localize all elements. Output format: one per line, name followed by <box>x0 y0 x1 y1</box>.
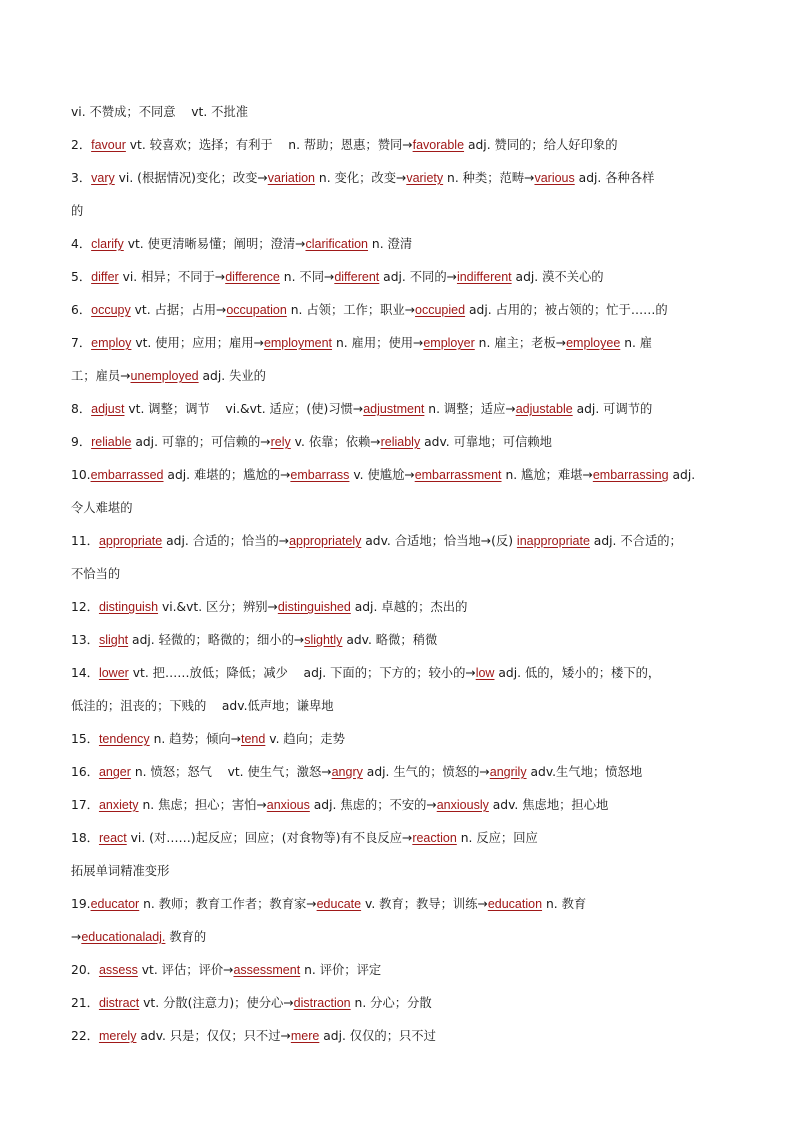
vocab-word: appropriately <box>289 534 362 548</box>
vocab-word: merely <box>98 1029 137 1043</box>
vocab-text: adv. 只是；仅仅；只不过→ <box>136 1029 291 1043</box>
vocab-word: embarrass <box>290 468 350 482</box>
vocab-word: slightly <box>304 633 343 647</box>
vocab-word: anger <box>98 765 131 779</box>
vocab-word: reliably <box>380 435 421 449</box>
vocab-text: vt. 较喜欢；选择；有利于 n. 帮助；恩惠；赞同→ <box>125 138 413 152</box>
vocab-line <box>71 793 731 826</box>
vocab-line <box>71 628 731 661</box>
vocab-line <box>71 430 731 463</box>
vocab-word: adjustment <box>363 402 425 416</box>
vocab-word: vary <box>91 171 115 185</box>
vocab-word: difference <box>225 270 280 284</box>
vocab-word: anxious <box>266 798 310 812</box>
vocab-word: employer <box>423 336 475 350</box>
vocab-text: vt. 调整；调节 vi.&vt. 适应；(使)习惯→ <box>124 402 364 416</box>
vocab-text: adj. 低的，矮小的；楼下的， <box>494 666 661 680</box>
vocab-text: 4． <box>71 237 92 251</box>
vocab-line <box>71 562 731 595</box>
vocab-line <box>71 100 731 133</box>
vocabulary-list <box>71 100 731 1057</box>
vocab-word: anxiously <box>436 798 489 812</box>
vocab-word: distraction <box>293 996 351 1010</box>
vocab-text: 低洼的；沮丧的；下贱的 adv.低声地；谦卑地 <box>71 699 334 713</box>
vocab-word: reaction <box>412 831 457 845</box>
vocab-word: different <box>334 270 380 284</box>
vocab-word: employ <box>91 336 132 350</box>
vocab-text: vi. 相异；不同于→ <box>118 270 226 284</box>
vocab-word: lower <box>98 666 129 680</box>
vocab-line <box>71 595 731 628</box>
vocab-word: occupation <box>226 303 287 317</box>
vocab-line <box>71 727 731 760</box>
vocab-word: embarrassed <box>90 468 164 482</box>
vocab-word: occupy <box>91 303 131 317</box>
vocab-text: n. 教师；教育工作者；教育家→ <box>139 897 317 911</box>
vocab-text: adv.生气地；愤怒地 <box>526 765 643 779</box>
vocab-text: 13． <box>71 633 99 647</box>
vocab-word: favour <box>91 138 126 152</box>
vocab-word: anxiety <box>98 798 139 812</box>
vocab-text: n. 趋势；倾向→ <box>149 732 241 746</box>
vocab-word: mere <box>290 1029 320 1043</box>
vocab-line <box>71 265 731 298</box>
vocab-line <box>71 991 731 1024</box>
vocab-line <box>71 661 731 694</box>
vocab-text: adj. 难堪的；尴尬的→ <box>163 468 291 482</box>
vocab-line <box>71 298 731 331</box>
vocab-word: slight <box>98 633 129 647</box>
vocab-word: employee <box>566 336 621 350</box>
vocab-text: adj. <box>668 468 696 482</box>
vocab-text: 不恰当的 <box>71 567 121 581</box>
vocab-word: appropriate <box>98 534 163 548</box>
vocab-word: clarification <box>305 237 369 251</box>
vocab-word: educate <box>316 897 362 911</box>
vocab-text: n. 变化；改变→ <box>315 171 407 185</box>
vocab-word: variation <box>267 171 315 185</box>
vocab-text: adj. 轻微的；略微的；细小的→ <box>128 633 305 647</box>
vocab-line <box>71 463 731 496</box>
vocab-text: adj. 不同的→ <box>379 270 457 284</box>
vocab-line <box>71 496 731 529</box>
vocab-text: 19. <box>71 897 91 911</box>
vocab-text: adj. 失业的 <box>198 369 266 383</box>
vocab-line <box>71 397 731 430</box>
vocab-text: 8． <box>71 402 92 416</box>
vocab-text: vt. 使用；应用；雇用→ <box>131 336 264 350</box>
vocab-text: adv. 合适地；恰当地→(反) <box>361 534 517 548</box>
vocab-word: various <box>534 171 575 185</box>
vocab-line <box>71 133 731 166</box>
vocab-text: n. 反应；回应 <box>456 831 538 845</box>
vocab-text: v. 趋向；走势 <box>265 732 345 746</box>
vocab-text: vt. 使更清晰易懂；阐明；澄清→ <box>123 237 306 251</box>
vocab-text: adj. 卓越的；杰出的 <box>350 600 468 614</box>
vocab-text: 11． <box>71 534 99 548</box>
vocab-line <box>71 199 731 232</box>
vocab-text: vt. 占据；占用→ <box>130 303 227 317</box>
vocab-text: adv. 焦虑地；担心地 <box>488 798 609 812</box>
vocab-word: reliable <box>91 435 132 449</box>
vocab-text: adj. 赞同的；给人好印象的 <box>464 138 618 152</box>
vocab-word: assess <box>98 963 138 977</box>
vocab-line <box>71 166 731 199</box>
vocab-word: differ <box>91 270 119 284</box>
vocab-line <box>71 694 731 727</box>
vocab-text: 的 <box>71 204 84 218</box>
vocab-text: adj. 可靠的；可信赖的→ <box>131 435 271 449</box>
vocab-word: unemployed <box>130 369 199 383</box>
vocab-text: adj. 合适的；恰当的→ <box>162 534 290 548</box>
vocab-text: 22． <box>71 1029 99 1043</box>
vocab-text: n. 调整；适应→ <box>424 402 516 416</box>
vocab-word: tend <box>241 732 266 746</box>
vocab-word: tendency <box>98 732 150 746</box>
vocab-text: n. 尴尬；难堪→ <box>501 468 593 482</box>
vocab-text: vt. 分散(注意力)；使分心→ <box>139 996 294 1010</box>
vocab-word: assessment <box>233 963 301 977</box>
vocab-line <box>71 925 731 958</box>
vocab-line <box>71 529 731 562</box>
vocab-text: 工；雇员→ <box>71 369 131 383</box>
vocab-text: adv. 可靠地；可信赖地 <box>420 435 552 449</box>
vocab-word: education <box>487 897 543 911</box>
vocab-text: v. 依靠；依赖→ <box>290 435 381 449</box>
vocab-line <box>71 826 731 859</box>
vocab-text: 令人难堪的 <box>71 501 133 515</box>
vocab-word: clarify <box>91 237 124 251</box>
vocab-word: occupied <box>415 303 466 317</box>
vocab-text: adj. 可调节的 <box>572 402 653 416</box>
vocab-text: 20． <box>71 963 99 977</box>
vocab-word: distinguish <box>98 600 159 614</box>
vocab-line <box>71 859 731 892</box>
vocab-text: n. 教育 <box>542 897 587 911</box>
vocab-word: angry <box>331 765 363 779</box>
vocab-text: adj. 各种各样 <box>574 171 655 185</box>
vocab-word: embarrassing <box>592 468 669 482</box>
vocab-text: 9． <box>71 435 92 449</box>
vocab-word: educationaladj. <box>81 930 166 944</box>
vocab-word: adjust <box>91 402 125 416</box>
vocab-text: n. 焦虑；担心；害怕→ <box>138 798 267 812</box>
vocab-text: 10. <box>71 468 91 482</box>
vocab-text: adj. 生气的；愤怒的→ <box>362 765 490 779</box>
vocab-text: n. 雇用；使用→ <box>332 336 424 350</box>
vocab-text: vi.&vt. 区分；辨别→ <box>158 600 278 614</box>
vocab-text: 5． <box>71 270 92 284</box>
vocab-text: n. 占领；工作；职业→ <box>286 303 416 317</box>
vocab-text: vi. (根据情况)变化；改变→ <box>114 171 268 185</box>
vocab-text: 拓展单词精准变形 <box>71 864 170 878</box>
vocab-word: educator <box>90 897 140 911</box>
vocab-text: vi. 不赞成；不同意 vt. 不批准 <box>71 105 249 119</box>
vocab-text: vi. (对……)起反应；回应；(对食物等)有不良反应→ <box>126 831 413 845</box>
vocab-text: 12． <box>71 600 99 614</box>
vocab-word: rely <box>270 435 291 449</box>
vocab-word: low <box>475 666 495 680</box>
vocab-text: vt. 评估；评价→ <box>137 963 234 977</box>
vocab-text: 2． <box>71 138 92 152</box>
vocab-text: v. 使尴尬→ <box>349 468 415 482</box>
vocab-text: adj. 漠不关心的 <box>511 270 604 284</box>
vocab-word: variety <box>406 171 444 185</box>
vocab-text: adj. 占用的；被占领的；忙于……的 <box>465 303 668 317</box>
vocab-text: adj. 仅仅的；只不过 <box>319 1029 436 1043</box>
vocab-text: n. 愤怒；怒气 vt. 使生气；激怒→ <box>130 765 332 779</box>
vocab-word: embarrassment <box>414 468 502 482</box>
vocab-line <box>71 958 731 991</box>
vocab-word: adjustable <box>515 402 573 416</box>
vocab-word: distinguished <box>277 600 351 614</box>
vocab-text: → <box>71 930 82 944</box>
vocab-text: n. 不同→ <box>279 270 335 284</box>
vocab-word: inappropriate <box>516 534 590 548</box>
vocab-line <box>71 331 731 364</box>
vocab-line <box>71 892 731 925</box>
vocab-text: 教育的 <box>165 930 207 944</box>
vocab-line <box>71 232 731 265</box>
vocab-text: 18． <box>71 831 99 845</box>
vocab-line <box>71 1024 731 1057</box>
vocab-text: adj. 焦虑的；不安的→ <box>309 798 437 812</box>
vocab-text: adj. 不合适的； <box>589 534 682 548</box>
vocab-text: n. 雇主；老板→ <box>474 336 567 350</box>
vocab-word: distract <box>98 996 140 1010</box>
vocab-line <box>71 760 731 793</box>
vocab-text: 17． <box>71 798 99 812</box>
vocab-text: 7． <box>71 336 92 350</box>
vocab-text: 3． <box>71 171 92 185</box>
vocab-text: v. 教育；教导；训练→ <box>361 897 488 911</box>
vocab-word: react <box>98 831 127 845</box>
vocab-word: indifferent <box>456 270 512 284</box>
vocab-line <box>71 364 731 397</box>
vocab-word: employment <box>263 336 333 350</box>
vocab-word: favorable <box>412 138 465 152</box>
vocab-text: adv. 略微；稍微 <box>342 633 438 647</box>
vocab-text: 15． <box>71 732 99 746</box>
vocab-text: n. 评价；评定 <box>300 963 382 977</box>
vocab-text: 16． <box>71 765 99 779</box>
vocab-text: 14． <box>71 666 99 680</box>
vocab-text: n. 澄清 <box>368 237 413 251</box>
vocab-text: 21． <box>71 996 99 1010</box>
vocab-text: n. 分心；分散 <box>350 996 432 1010</box>
vocab-word: angrily <box>489 765 527 779</box>
vocab-text: n. 种类；范畴→ <box>443 171 535 185</box>
vocab-text: n. 雇 <box>620 336 653 350</box>
vocab-text: vt. 把……放低；降低；减少 adj. 下面的；下方的；较小的→ <box>128 666 476 680</box>
vocab-text: 6． <box>71 303 92 317</box>
